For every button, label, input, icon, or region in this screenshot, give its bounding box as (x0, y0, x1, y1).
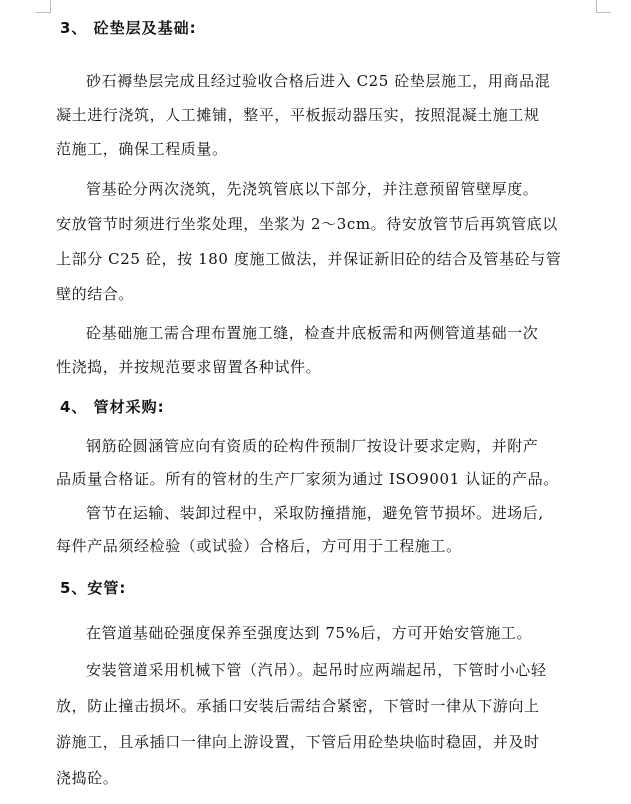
section-heading-4: 4、 管材采购: (60, 398, 165, 416)
margin-corner-mark-right (596, 0, 611, 13)
text-line: 上部分 C25 砼，按 180 度施工做法，并保证新旧砼的结合及管基砼与管 (56, 250, 562, 268)
text-line: 管基砼分两次浇筑，先浇筑管底以下部分，并注意预留管壁厚度。 (86, 180, 539, 198)
margin-corner-mark-left (36, 0, 51, 13)
text-line: 范施工，确保工程质量。 (56, 140, 228, 158)
paragraph (56, 430, 588, 496)
text-line: 壁的结合。 (56, 285, 135, 303)
section-heading-3: 3、 砼垫层及基础: (60, 19, 197, 37)
text-line: 钢筋砼圆涵管应向有资质的砼构件预制厂按设计要求定购，并附产 (86, 437, 539, 455)
text-line: 浇捣砼。 (56, 769, 119, 787)
text-line: 在管道基础砼强度保养至强度达到 75%后，方可开始安管施工。 (86, 624, 533, 642)
paragraph (56, 316, 588, 384)
text-line: 放，防止撞击损坏。承插口安装后需结合紧密，下管时一律从下游向上 (56, 697, 540, 715)
text-line: 管节在运输、装卸过程中，采取防撞措施，避免管节损坏。进场后, (86, 504, 544, 522)
paragraph (56, 64, 588, 166)
section-heading-5: 5、安管: (60, 579, 127, 597)
text-line: 性浇捣，并按规范要求留置各种试件。 (56, 358, 322, 376)
paragraph (56, 497, 588, 563)
text-line: 安放管节时须进行坐浆处理，坐浆为 2～3cm。待安放管节后再筑管底以 (56, 215, 558, 233)
text-line: 凝土进行浇筑，人工摊铺，整平，平板振动器压实，按照混凝土施工规 (56, 106, 540, 124)
paragraph (56, 616, 588, 650)
text-line: 每件产品须经检验（或试验）合格后，方可用于工程施工。 (56, 537, 462, 555)
text-line: 砼基础施工需合理布置施工缝，检查井底板需和两侧管道基础一次 (86, 324, 539, 342)
text-line: 游施工，且承插口一律向上游设置，下管后用砼垫块临时稳固，并及时 (56, 733, 540, 751)
text-line: 砂石褥垫层完成且经过验收合格后进入 C25 砼垫层施工，用商品混 (86, 72, 551, 90)
text-line: 安装管道采用机械下管（汽吊）。起吊时应两端起吊，下管时小心轻 (86, 661, 547, 679)
paragraph (56, 172, 588, 312)
text-line: 品质量合格证。所有的管材的生产厂家须为通过 ISO9001 认证的产品。 (56, 470, 559, 488)
paragraph (56, 652, 588, 796)
